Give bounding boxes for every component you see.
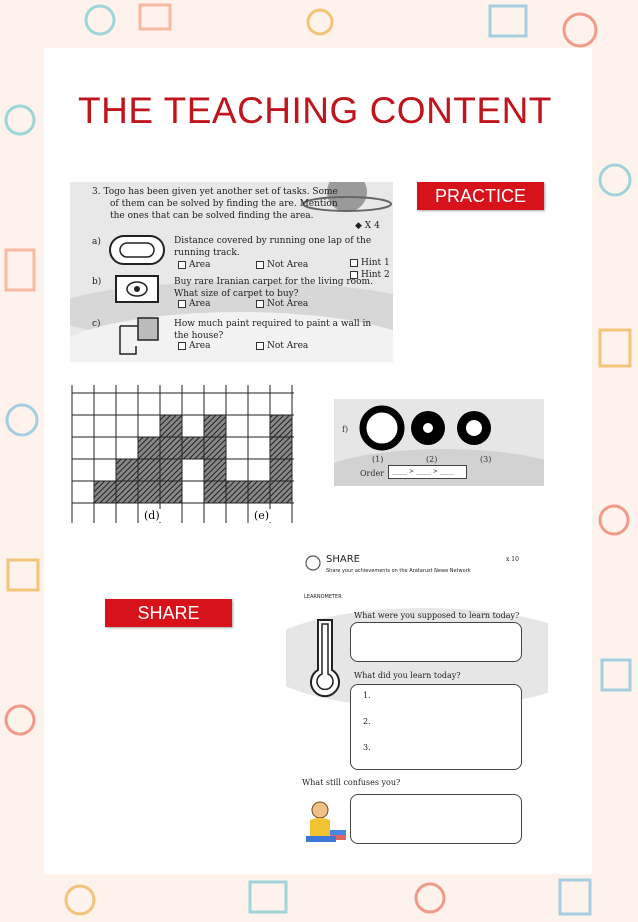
item-c-q1: How much paint required to paint a wall in	[174, 319, 372, 329]
grid-label-d: (d)	[144, 509, 160, 522]
thermometer-icon	[306, 618, 344, 700]
list-item-1: 1.	[363, 691, 371, 700]
ring-label-1: (1)	[372, 455, 384, 464]
running-track-icon	[108, 233, 166, 267]
share-number-icon	[304, 554, 322, 572]
question-3: What still confuses you?	[302, 778, 401, 787]
item-a-option-not-area[interactable]	[256, 259, 308, 271]
item-b-area-label: Area	[189, 299, 211, 309]
item-c-option-area[interactable]	[178, 340, 211, 352]
task-intro-line-1: 3. Togo has been given yet another set of tasks. Some	[92, 187, 338, 197]
shape-grid-figure	[70, 385, 298, 525]
item-b-letter: b)	[92, 277, 102, 287]
share-subtitle: Share your achievements on the Aratarust Newe Network	[326, 568, 471, 574]
item-c-not-area-label: Not Area	[267, 341, 309, 351]
item-c-option-not-area[interactable]	[256, 340, 308, 352]
share-button[interactable]: SHARE	[105, 599, 232, 627]
diamond-multiplier: ◆ X 4	[355, 221, 380, 231]
checkbox-icon[interactable]	[178, 261, 186, 269]
checkbox-icon[interactable]	[256, 342, 264, 350]
rings-letter: f)	[342, 425, 349, 434]
item-b-q1: Buy rare Iranian carpet for the living room.	[174, 277, 373, 287]
carpet-icon	[114, 274, 160, 304]
answer-box-1[interactable]	[350, 622, 522, 662]
item-a-letter: a)	[92, 237, 101, 247]
checkbox-icon[interactable]	[256, 300, 264, 308]
task-intro-line-3: the ones that can be solved finding the area.	[110, 211, 314, 221]
item-b-not-area-label: Not Area	[267, 299, 309, 309]
list-item-3: 3.	[363, 743, 371, 752]
checkbox-icon[interactable]	[178, 342, 186, 350]
rings-card	[334, 399, 544, 486]
ring-label-2: (2)	[426, 455, 438, 464]
order-input[interactable]: _____ > _____ > _____	[388, 465, 467, 479]
item-a-option-area[interactable]	[178, 259, 211, 271]
item-a-q2: running track.	[174, 248, 240, 258]
practice-button[interactable]: PRACTICE	[417, 182, 544, 210]
item-c-letter: c)	[92, 319, 101, 329]
share-multiplier: x 10	[506, 556, 519, 563]
item-c-q2: the house?	[174, 331, 224, 341]
item-b-q2: What size of carpet to buy?	[174, 289, 299, 299]
share-worksheet	[286, 548, 548, 850]
grid-drawing	[70, 385, 298, 525]
item-c-area-label: Area	[189, 341, 211, 351]
answer-box-2[interactable]	[350, 684, 522, 770]
checkbox-icon[interactable]	[178, 300, 186, 308]
order-label: Order	[360, 469, 385, 478]
item-a-q1: Distance covered by running one lap of the	[174, 236, 372, 246]
rings-drawing	[358, 405, 508, 451]
question-1: What were you supposed to learn today?	[354, 611, 520, 620]
item-a-area-label: Area	[189, 260, 211, 270]
task-intro-line-2: of them can be solved by finding the are. Mention	[110, 199, 338, 209]
checkbox-icon[interactable]	[350, 259, 358, 267]
paint-roller-icon	[116, 316, 162, 356]
student-thinking-icon	[300, 798, 350, 848]
question-2: What did you learn today?	[354, 671, 461, 680]
learnometer-label: LEARNOMETER	[304, 594, 342, 600]
hint-1-label: Hint 1	[361, 258, 390, 268]
list-item-2: 2.	[363, 717, 371, 726]
item-a-not-area-label: Not Area	[267, 260, 309, 270]
share-title: SHARE	[326, 554, 360, 565]
item-b-option-not-area[interactable]	[256, 298, 308, 310]
hint-1[interactable]	[350, 257, 390, 269]
checkbox-icon[interactable]	[256, 261, 264, 269]
hint-2-label: Hint 2	[361, 270, 390, 280]
ring-label-3: (3)	[480, 455, 492, 464]
answer-box-3[interactable]	[350, 794, 522, 844]
page-title: THE TEACHING CONTENT	[78, 90, 552, 131]
task-card	[70, 182, 393, 362]
grid-label-e: (e)	[254, 509, 270, 522]
item-b-option-area[interactable]	[178, 298, 211, 310]
task-multiplier: X 4	[364, 221, 380, 231]
